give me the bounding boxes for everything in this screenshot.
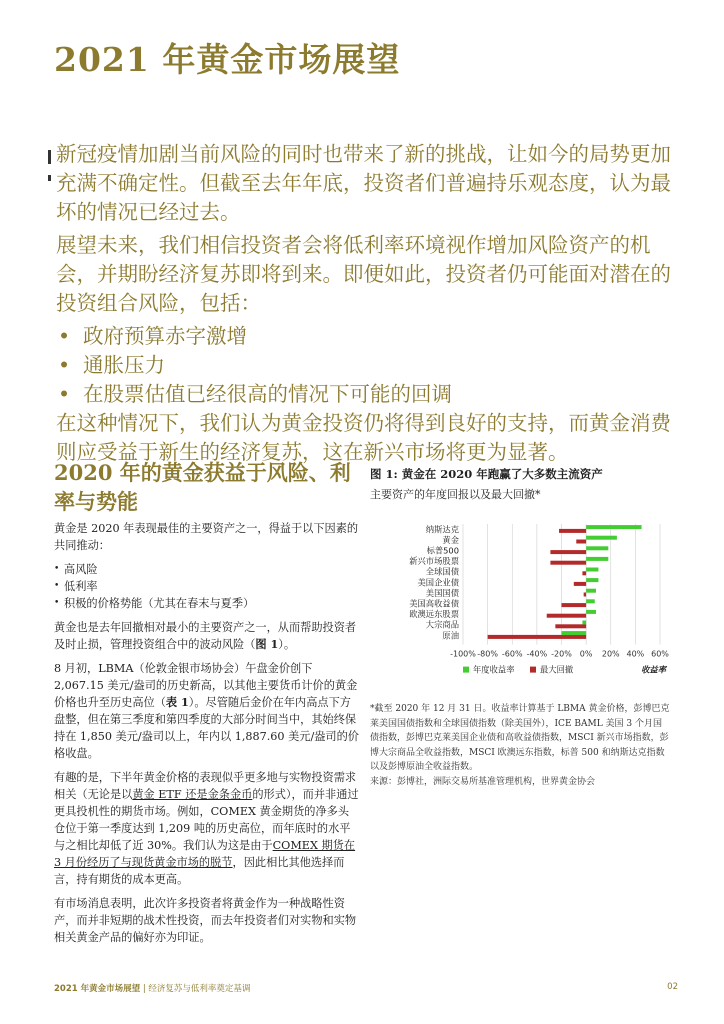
list-item: • 高风险 xyxy=(54,561,360,578)
footer xyxy=(54,982,250,994)
drawdown-bar xyxy=(584,593,586,597)
category-label: 美国企业债 xyxy=(417,577,459,588)
lead-paragraph-3: 在这种情况下，我们认为黄金投资仍将得到良好的支持，而黄金消费则应受益于新生的经济复苏，这在新兴市场将更为显著。 xyxy=(56,411,671,464)
return-bar xyxy=(582,621,586,625)
table-reference[interactable]: 表 1 xyxy=(165,695,189,709)
return-bar xyxy=(586,578,598,582)
category-label: 全球国债 xyxy=(425,566,459,577)
category-label: 美国国债 xyxy=(425,587,459,598)
body-paragraph-4: 有趣的是，下半年黄金价格的表现似乎更多地与实物投资需求相关（无论是以黄金 ETF 还是金条金币的形式），而并非通过更具投机性的期货市场。例如，COMEX 黄金期货的净多头仓位于第一季度达到 1,209 吨的历史高位，而年底时的水平与之相比却低了近 30%。我们认为这是由于COMEX 期货在 3 月份经历了与现货黄金市场的脱节，因此相比其他选择而言，持有期货的成本更高。 xyxy=(54,771,359,886)
list-item: • 低利率 xyxy=(54,578,360,595)
category-label: 大宗商品 xyxy=(425,619,459,630)
figure-subtitle: 主要资产的年度回报以及最大回撤* xyxy=(370,488,541,501)
return-bar xyxy=(586,525,641,529)
category-label: 美国高收益债 xyxy=(409,598,459,609)
lead-risk-list xyxy=(56,322,676,409)
drawdown-bar xyxy=(550,550,586,554)
body-paragraph-5: 有市场消息表明，此次许多投资者将黄金作为一种战略性资产，而并非短期的战术性投资，而去年投资者们对实物和实物相关黄金产品的偏好亦为印证。 xyxy=(54,897,357,944)
return-bar xyxy=(586,536,617,540)
drawdown-bar xyxy=(582,571,586,575)
category-label: 黄金 xyxy=(442,534,459,545)
legend-swatch-drawdown xyxy=(530,667,536,673)
x-tick-label: -60% xyxy=(501,649,523,659)
body-paragraph-1: 黄金是 2020 年表现最佳的主要资产之一，得益于以下因素的共同推动： xyxy=(54,522,359,552)
drawdown-bar xyxy=(550,561,586,565)
return-bar xyxy=(586,599,595,603)
lead-paragraph-2: 展望未来，我们相信投资者会将低利率环境视作增加风险资产的机会，并期盼经济复苏即将到来。即便如此，投资者仍可能面对潜在的投资组合风险，包括： xyxy=(56,233,671,315)
category-label: 标普500 xyxy=(426,545,459,556)
figure-footnote: *截至 2020 年 12 月 31 日。收益率计算基于 LBMA 黄金价格，彭博巴克莱美国国债指数和全球国债指数（除美国外），ICE BAML 美国 3 个月国债指数，彭博巴克莱美国企业债和高收益债指数，MSCI 新兴市场指数，彭博大宗商品全收益指数，MSCI 欧澳远东指数，标普 500 和纳斯达克指数以及彭博原油全收益指数。 xyxy=(370,704,670,772)
x-tick-label: -20% xyxy=(551,649,572,659)
list-item: • 在股票估值已经很高的情况下可能的回调 xyxy=(56,380,676,409)
figure-reference[interactable]: 图 1 xyxy=(255,637,279,651)
list-item: • 政府预算赤字激增 xyxy=(56,322,676,351)
drawdown-bar xyxy=(555,624,586,628)
section-body xyxy=(54,520,360,953)
drawdown-bar xyxy=(547,614,586,618)
drawdown-bar xyxy=(576,540,586,544)
drawdown-bar xyxy=(574,582,586,586)
page-number: 02 xyxy=(667,982,678,992)
figure-source: 来源：彭博社，洲际交易所基准管理机构，世界黄金协会 xyxy=(370,776,596,787)
x-tick-label: 0% xyxy=(579,649,593,659)
body-paragraph-3: 8 月初，LBMA（伦敦金银市场协会）午盘金价创下 2,067.15 美元/盎司的历史新高，以其他主要货币计价的黄金价格也升至历史高位（表 1）。尽管随后金价在年内高点下方盘整，但在第三季度和第四季度的大部分时间当中，其始终保持在 1,850 美元/盎司以上，年内以 1,887.60 美元/盎司的价格收盘。 xyxy=(54,662,359,760)
gold-etf-link[interactable]: 黄金 ETF 还是金条金币 xyxy=(132,788,253,801)
category-label: 欧澳远东股票 xyxy=(409,609,459,620)
return-bar xyxy=(586,568,598,572)
returns-bar-chart xyxy=(370,516,670,696)
x-tick-label: 60% xyxy=(651,649,669,659)
factor-list xyxy=(54,561,360,612)
drawdown-bar xyxy=(559,529,586,533)
return-bar xyxy=(586,546,608,550)
x-tick-label: -100% xyxy=(450,649,476,659)
list-item: • 通胀压力 xyxy=(56,351,676,380)
x-tick-label: 20% xyxy=(601,649,620,659)
drawdown-bar xyxy=(488,635,587,639)
legend-label-returns: 年度收益率 xyxy=(473,664,515,675)
body-paragraph-2: 黄金也是去年回撤相对最小的主要资产之一，从而帮助投资者及时止损，管理投资组合中的波动风险（图 1）。 xyxy=(54,621,357,651)
page-title: 2021 年黄金市场展望 xyxy=(54,40,401,79)
category-label: 纳斯达克 xyxy=(425,524,459,535)
margin-marks xyxy=(48,148,52,188)
list-item: • 积极的价格势能（尤其在春末与夏季） xyxy=(54,595,360,612)
x-tick-label: -40% xyxy=(526,649,548,659)
comex-link[interactable]: COMEX 期货在 3 月份经历了与现货黄金市场的脱节 xyxy=(54,839,356,869)
legend-label-drawdown: 最大回撤 xyxy=(540,664,574,675)
x-axis-label: 收益率 xyxy=(641,664,666,675)
x-tick-label: -80% xyxy=(477,649,498,659)
lead-paragraph-1: 新冠疫情加剧当前风险的同时也带来了新的挑战，让如今的局势更加充满不确定性。但截至去年年底，投资者们普遍持乐观态度，认为最坏的情况已经过去。 xyxy=(56,142,671,224)
figure-title: 图 1: 黄金在 2020 年跑赢了大多数主流资产 xyxy=(370,467,603,481)
return-bar xyxy=(562,631,587,635)
lead-section xyxy=(56,140,676,471)
drawdown-bar xyxy=(562,603,587,607)
category-label: 新兴市场股票 xyxy=(409,556,459,567)
footer-title: 2021 年黄金市场展望 xyxy=(54,984,141,994)
footer-subtitle: 经济复苏与低利率奠定基调 xyxy=(148,984,251,994)
return-bar xyxy=(586,610,596,614)
x-tick-label: 40% xyxy=(626,649,645,659)
legend-swatch-returns xyxy=(463,667,469,673)
figure-note xyxy=(370,702,670,789)
footer-separator: | xyxy=(140,984,149,994)
section-heading: 2020 年的黄金获益于风险、利率与势能 xyxy=(54,460,351,514)
return-bar xyxy=(586,589,596,593)
category-label: 原油 xyxy=(442,630,459,641)
return-bar xyxy=(586,557,608,561)
